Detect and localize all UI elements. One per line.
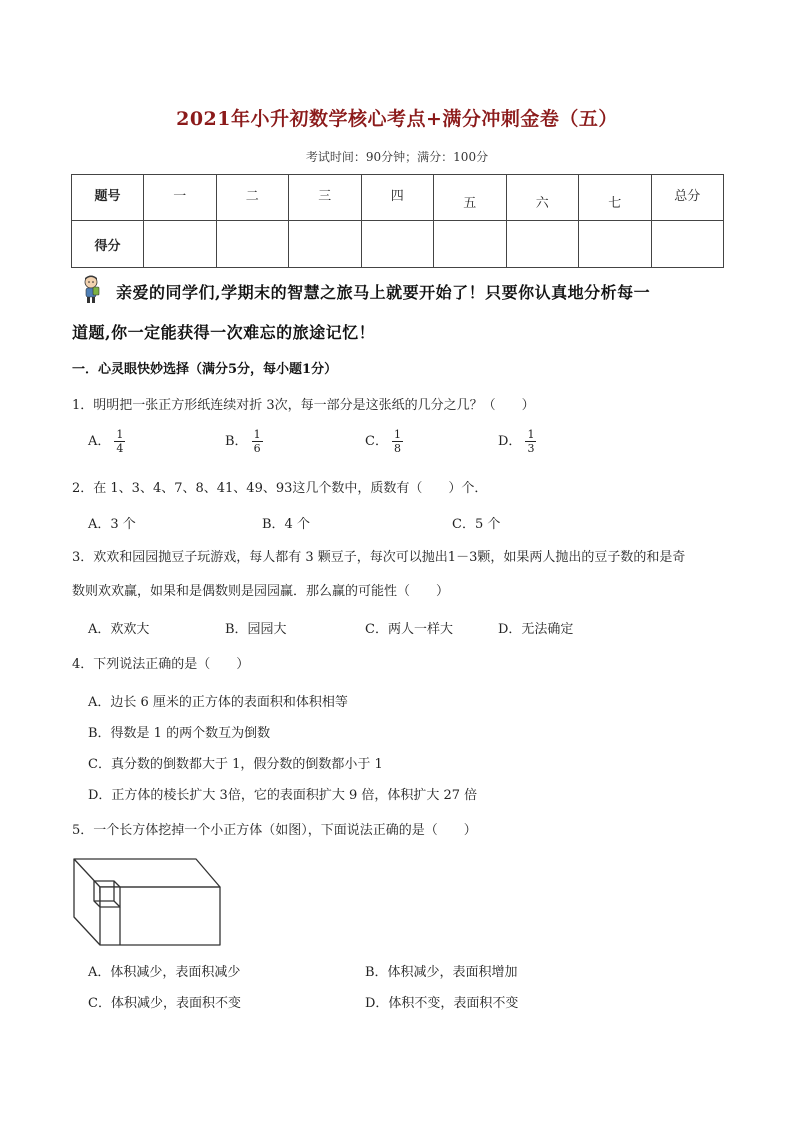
q3-option-c[interactable]: C．两人一样大 [365,622,453,637]
q4-option-a[interactable]: A．边长 6 厘米的正方体的表面积和体积相等 [88,695,348,710]
q1-option-c[interactable] [365,428,403,455]
q5-option-b[interactable]: B．体积减少，表面积增加 [365,965,518,980]
fraction-numerator: 1 [393,428,401,441]
fraction [252,428,263,455]
q4-option-d[interactable]: D．正方体的棱长扩大 3倍，它的表面积扩大 9 倍，体积扩大 27 倍 [88,788,478,803]
q2-option-a[interactable]: A．3 个 [88,517,136,532]
exam-info: 考试时间：90分钟；满分：100分 [305,150,489,164]
q4-option-c[interactable]: C．真分数的倒数都大于 1，假分数的倒数都小于 1 [88,757,383,772]
option-label: D． [498,434,522,449]
score-cell[interactable] [144,221,217,268]
score-cell[interactable] [579,221,652,268]
score-cell[interactable] [216,221,289,268]
intro-line-1: 亲爱的同学们,学期末的智慧之旅马上就要开始了！只要你认真地分析每一 [116,283,651,302]
question-5-stem: 5．一个长方体挖掉一个小正方体（如图），下面说法正确的是（ ） [72,823,477,838]
question-2-stem: 2．在 1、3、4、7、8、41、49、93这几个数中，质数有（ ）个． [72,481,488,496]
score-header-cell: 五 [434,175,507,221]
question-4-stem: 4．下列说法正确的是（ ） [72,657,250,672]
q3-option-d[interactable]: D．无法确定 [498,622,574,637]
score-header-cell: 总分 [651,175,724,221]
fraction [392,428,403,455]
page-title: 2021年小升初数学核心考点+满分冲刺金卷（五） [176,108,618,130]
fraction-numerator: 1 [116,428,124,441]
question-3-stem-line-2: 数则欢欢赢，如果和是偶数则是园园赢．那么赢的可能性（ ） [72,584,450,599]
q2-option-b[interactable]: B．4 个 [262,517,310,532]
q1-option-d[interactable] [498,428,536,455]
student-icon [78,274,104,304]
score-header-cell: 三 [289,175,362,221]
cuboid-notch-figure [72,855,222,947]
score-cell[interactable] [361,221,434,268]
score-header-cell: 题号 [72,175,144,221]
option-label: A． [88,434,111,449]
q4-option-b[interactable]: B．得数是 1 的两个数互为倒数 [88,726,271,741]
question-1-stem: 1．明明把一张正方形纸连续对折 3次，每一部分是这张纸的几分之几？（ ） [72,398,535,413]
q5-option-d[interactable]: D．体积不变，表面积不变 [365,996,519,1011]
score-row-label: 得分 [72,221,144,268]
intro-line-2: 道题,你一定能获得一次难忘的旅途记忆！ [72,323,376,342]
section-heading: 一．心灵眼快妙选择（满分5分，每小题1分） [72,362,338,377]
score-header-cell: 二 [216,175,289,221]
q3-option-b[interactable]: B．园园大 [225,622,287,637]
score-header-cell: 一 [144,175,217,221]
fraction [114,428,125,455]
q5-option-c[interactable]: C．体积减少，表面积不变 [88,996,241,1011]
fraction [525,428,536,455]
score-cell[interactable] [434,221,507,268]
q1-option-b[interactable] [225,428,263,455]
option-label: C． [365,434,388,449]
score-cell[interactable] [506,221,579,268]
fraction-denominator: 8 [393,442,401,455]
score-header-cell: 七 [579,175,652,221]
fraction-denominator: 4 [116,442,124,455]
q2-option-c[interactable]: C．5 个 [452,517,501,532]
score-table-header-row [72,175,724,221]
option-label: B． [225,434,248,449]
score-header-cell: 四 [361,175,434,221]
fraction-denominator: 6 [253,442,261,455]
fraction-numerator: 1 [253,428,261,441]
score-table-score-row [72,221,724,268]
score-cell[interactable] [651,221,724,268]
q5-option-a[interactable]: A．体积减少，表面积减少 [88,965,241,980]
score-table [71,174,724,268]
q1-option-a[interactable] [88,428,125,455]
score-header-cell: 六 [506,175,579,221]
fraction-denominator: 3 [527,442,535,455]
score-cell[interactable] [289,221,362,268]
question-3-stem-line-1: 3．欢欢和园园抛豆子玩游戏，每人都有 3 颗豆子，每次可以抛出1－3颗，如果两人抛出的豆子数的和是奇 [72,550,686,565]
fraction-numerator: 1 [527,428,535,441]
q3-option-a[interactable]: A．欢欢大 [88,622,150,637]
